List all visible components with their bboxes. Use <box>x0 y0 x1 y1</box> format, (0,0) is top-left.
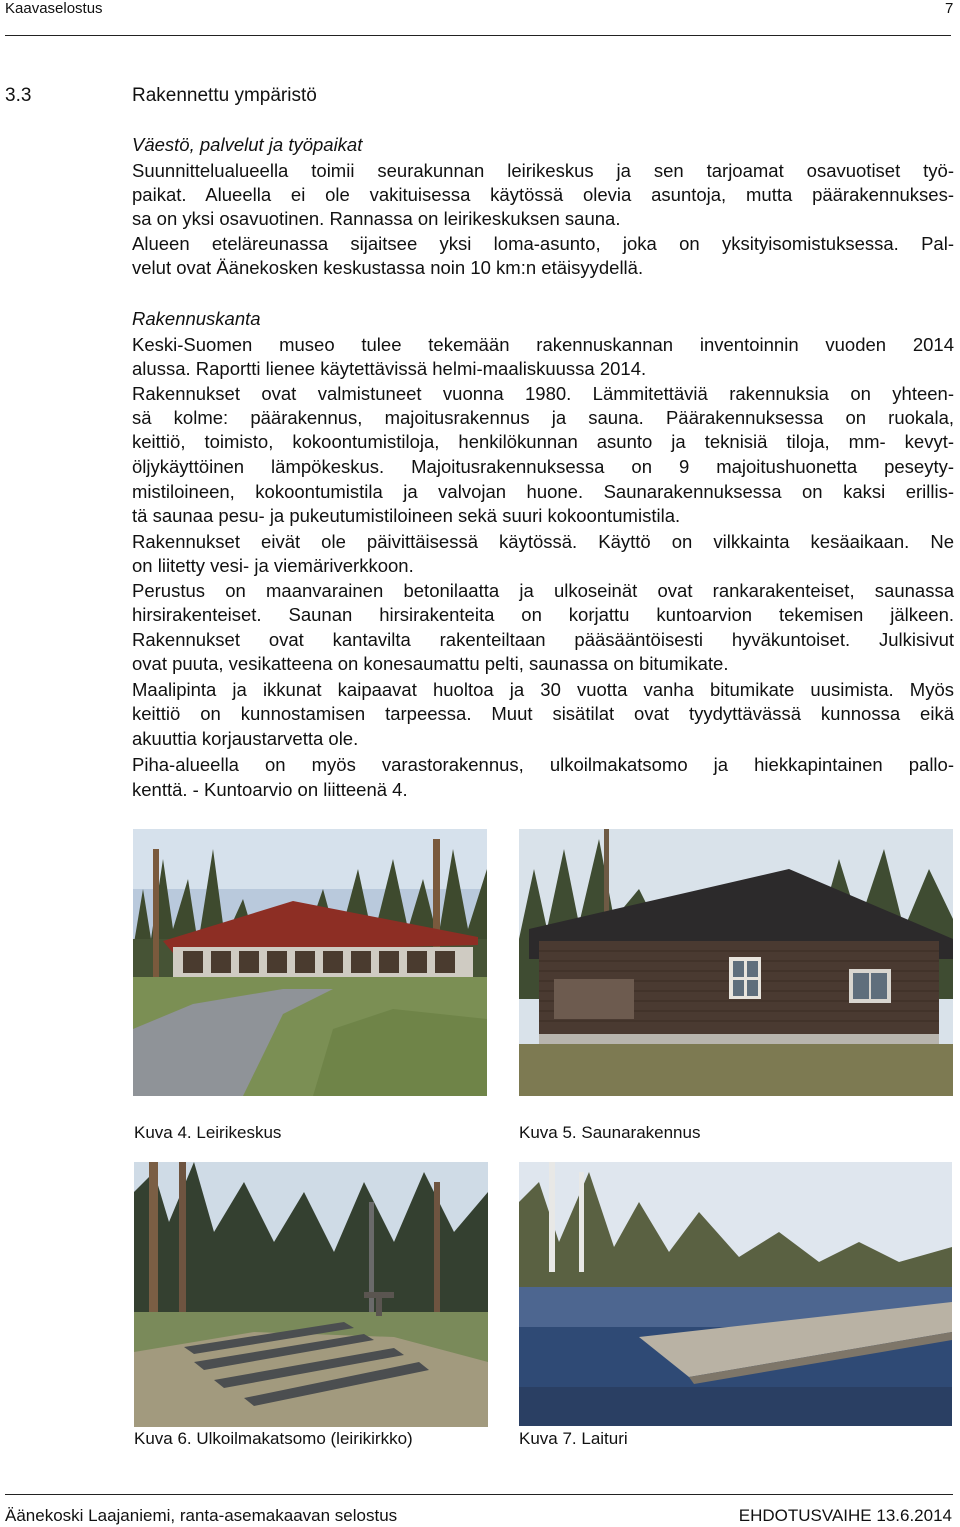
header-rule <box>5 35 951 36</box>
footer-rule <box>5 1494 953 1495</box>
paragraph-line: paikat. Alueella ei ole vakituisessa käytössä olevia asuntoja, mutta päärakennukses- <box>132 184 954 205</box>
paragraph-line: hirsirakenteiset. Saunan hirsirakenteita on korjattu kuntoarvion tekemisen jälkeen. <box>132 604 954 625</box>
paragraph-line: mistiloineen, kokoontumistila ja valvojan huone. Saunarakennuksessa on kaksi erillis- <box>132 481 954 502</box>
subsection-title-building-stock: Rakennuskanta <box>132 308 261 329</box>
paragraph-line: on liitetty vesi- ja viemäriverkkoon. <box>132 555 414 576</box>
paragraph-line: keittiö, toimisto, kokoontumistiloja, henkilökunnan asunto ja teknisiä tiloja, mm- kevyt- <box>132 431 954 452</box>
subsection-title-population: Väestö, palvelut ja työpaikat <box>132 134 363 155</box>
figure-caption: Kuva 4. Leirikeskus <box>134 1123 282 1142</box>
photo-ulkoilmakatsomo <box>134 1162 488 1427</box>
paragraph-line: Suunnittelualueella toimii seurakunnan leirikeskus ja sen tarjoamat osavuotiset työ- <box>132 160 954 181</box>
section-title: Rakennettu ympäristö <box>132 85 317 106</box>
paragraph-line: tä saunaa pesu- ja pukeutumistiloineen sekä suuri kokoontumistila. <box>132 505 681 526</box>
paragraph-line: kenttä. - Kuntoarvio on liitteenä 4. <box>132 779 408 800</box>
paragraph-line: ovat puuta, vesikatteena on konesaumattu pelti, saunassa on bitumikate. <box>132 653 729 674</box>
paragraph-line: sa on yksi osavuotinen. Rannassa on leirikeskuksen sauna. <box>132 208 621 229</box>
paragraph-line: akuuttia korjaustarvetta ole. <box>132 728 359 749</box>
paragraph-line: alussa. Raportti lienee käytettävissä helmi-maaliskuussa 2014. <box>132 358 647 379</box>
paragraph-line: Rakennukset ovat kantavilta rakenteiltaan pääsääntöisesti hyväkuntoiset. Julkisivut <box>132 629 954 650</box>
footer-stage-date: EHDOTUSVAIHE 13.6.2014 <box>738 1506 952 1525</box>
page-number: 7 <box>945 0 954 17</box>
paragraph-line: öljykäyttöinen lämpökeskus. Majoitusrakennuksessa on 9 majoitushuonetta peseyty- <box>132 456 954 477</box>
paragraph-line: velut ovat Äänekosken keskustassa noin 10 km:n etäisyydellä. <box>132 257 644 278</box>
photo-laituri <box>519 1162 952 1426</box>
paragraph-line: Alueen eteläreunassa sijaitsee yksi loma-asunto, joka on yksityisomistuksessa. Pal- <box>132 233 954 254</box>
paragraph-line: Rakennukset eivät ole päivittäisessä käytössä. Käyttö on vilkkainta kesäaikaan. Ne <box>132 531 954 552</box>
paragraph-line: keittiö on kunnostamisen tarpeessa. Muut sisätilat ovat tyydyttävässä kunnossa eikä <box>132 703 954 724</box>
header-title: Kaavaselostus <box>5 0 103 17</box>
section-number: 3.3 <box>5 85 32 106</box>
photo-leirikeskus <box>133 829 487 1096</box>
paragraph-line: sä kolme: päärakennus, majoitusrakennus ja sauna. Päärakennuksessa on ruokala, <box>132 407 954 428</box>
paragraph-line: Rakennukset ovat valmistuneet vuonna 1980. Lämmitettäviä rakennuksia on yhteen- <box>132 383 954 404</box>
photo-saunarakennus <box>519 829 953 1096</box>
figure-caption: Kuva 6. Ulkoilmakatsomo (leirikirkko) <box>134 1429 413 1448</box>
paragraph-line: Keski-Suomen museo tulee tekemään rakennuskannan inventoinnin vuoden 2014 <box>132 334 954 355</box>
paragraph-line: Piha-alueella on myös varastorakennus, ulkoilmakatsomo ja hiekkapintainen pallo- <box>132 754 954 775</box>
paragraph-line: Perustus on maanvarainen betonilaatta ja ulkoseinät ovat rankarakenteiset, saunassa <box>132 580 954 601</box>
figure-caption: Kuva 5. Saunarakennus <box>519 1123 701 1142</box>
paragraph-line: Maalipinta ja ikkunat kaipaavat huoltoa ja 30 vuotta vanha bitumikate uusimista. Myös <box>132 679 954 700</box>
footer-document-title: Äänekoski Laajaniemi, ranta-asemakaavan selostus <box>5 1506 398 1525</box>
figure-caption: Kuva 7. Laituri <box>519 1429 628 1448</box>
